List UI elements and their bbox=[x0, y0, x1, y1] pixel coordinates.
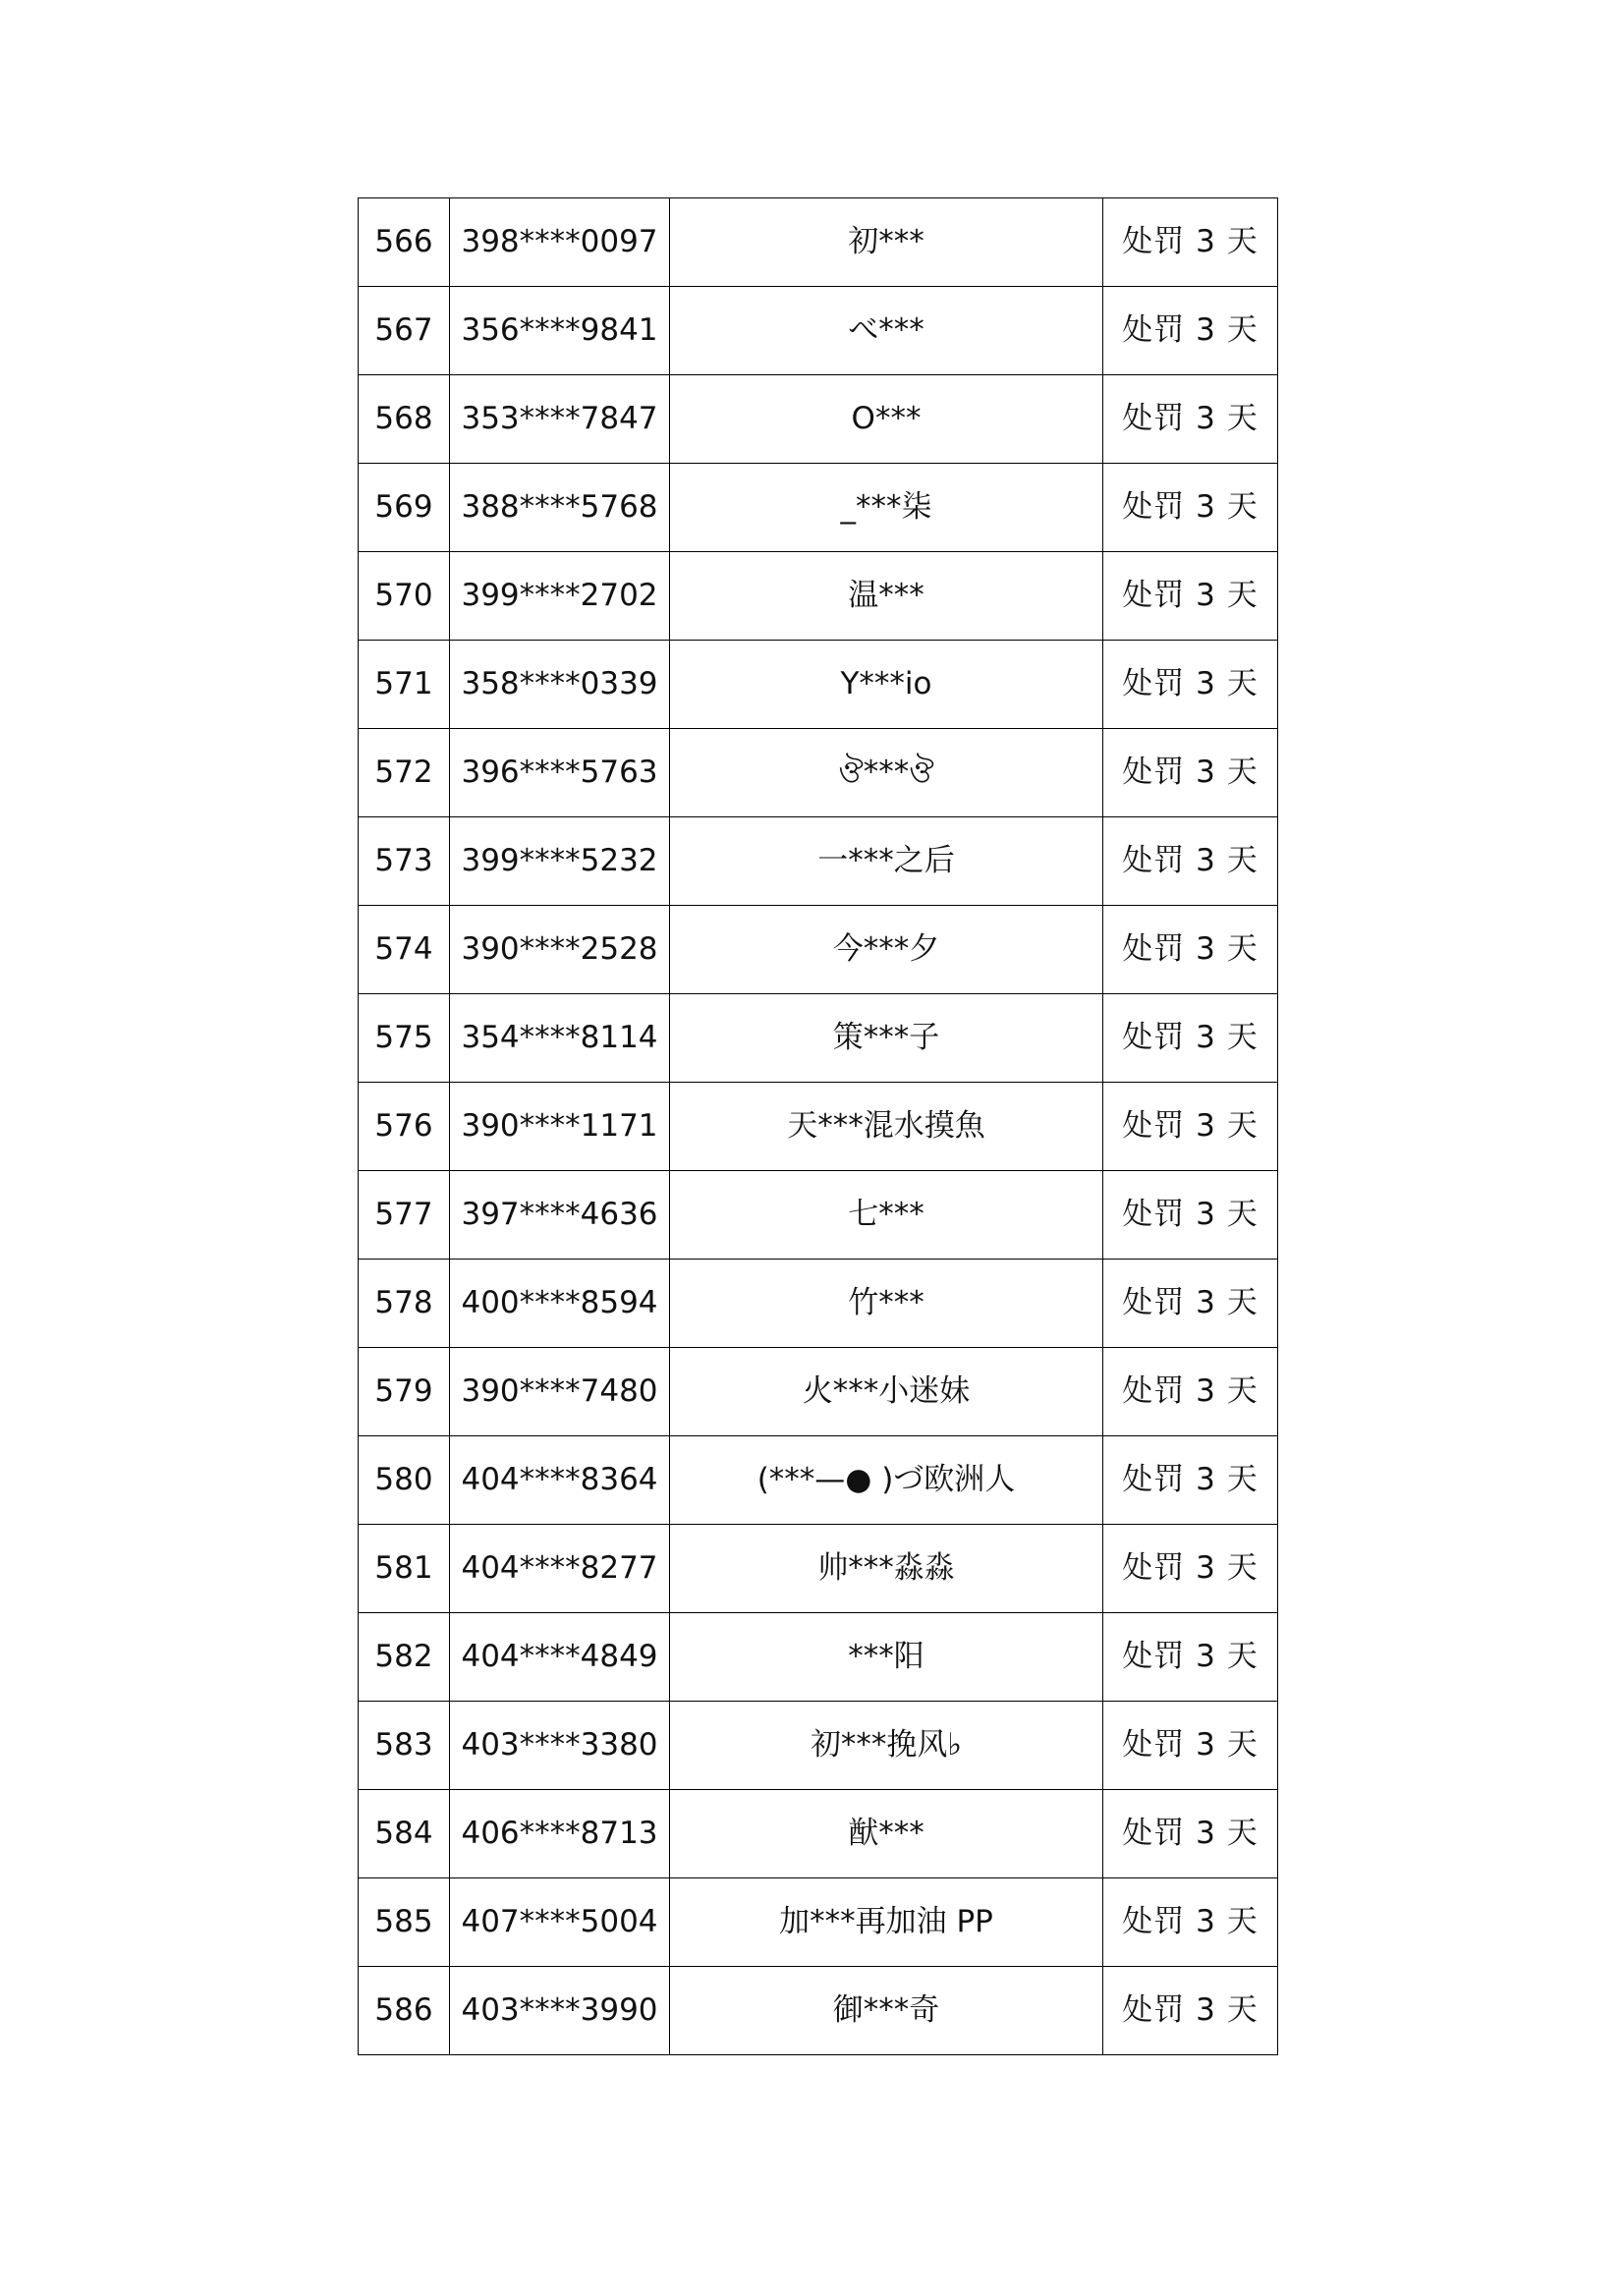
user-name: 竹*** bbox=[670, 1260, 1103, 1348]
user-name: 七*** bbox=[670, 1171, 1103, 1260]
penalty: 处罚 3 天 bbox=[1103, 641, 1278, 729]
user-id: 400****8594 bbox=[450, 1260, 670, 1348]
penalty: 处罚 3 天 bbox=[1103, 464, 1278, 552]
user-name: _***柒 bbox=[670, 464, 1103, 552]
penalty: 处罚 3 天 bbox=[1103, 817, 1278, 906]
table-row bbox=[359, 1790, 1278, 1878]
table-row bbox=[359, 1525, 1278, 1613]
user-name: 御***奇 bbox=[670, 1967, 1103, 2055]
row-number: 567 bbox=[359, 287, 450, 375]
row-number: 584 bbox=[359, 1790, 450, 1878]
row-number: 569 bbox=[359, 464, 450, 552]
table-row bbox=[359, 552, 1278, 641]
penalty: 处罚 3 天 bbox=[1103, 1171, 1278, 1260]
user-name: ঔ***ঔ bbox=[670, 729, 1103, 817]
row-number: 570 bbox=[359, 552, 450, 641]
row-number: 577 bbox=[359, 1171, 450, 1260]
table-row bbox=[359, 994, 1278, 1083]
penalty: 处罚 3 天 bbox=[1103, 552, 1278, 641]
row-number: 579 bbox=[359, 1348, 450, 1436]
user-id: 404****8277 bbox=[450, 1525, 670, 1613]
user-name: 策***子 bbox=[670, 994, 1103, 1083]
user-id: 404****4849 bbox=[450, 1613, 670, 1702]
user-name: 温*** bbox=[670, 552, 1103, 641]
user-id: 403****3990 bbox=[450, 1967, 670, 2055]
table-row bbox=[359, 1260, 1278, 1348]
user-id: 404****8364 bbox=[450, 1436, 670, 1525]
row-number: 580 bbox=[359, 1436, 450, 1525]
penalty: 处罚 3 天 bbox=[1103, 1260, 1278, 1348]
user-name: 今***夕 bbox=[670, 906, 1103, 994]
row-number: 583 bbox=[359, 1702, 450, 1790]
user-name: 一***之后 bbox=[670, 817, 1103, 906]
table-row bbox=[359, 641, 1278, 729]
row-number: 582 bbox=[359, 1613, 450, 1702]
table-row bbox=[359, 1171, 1278, 1260]
penalty: 处罚 3 天 bbox=[1103, 1525, 1278, 1613]
penalty: 处罚 3 天 bbox=[1103, 729, 1278, 817]
user-id: 358****0339 bbox=[450, 641, 670, 729]
user-id: 399****2702 bbox=[450, 552, 670, 641]
user-id: 396****5763 bbox=[450, 729, 670, 817]
penalty: 处罚 3 天 bbox=[1103, 994, 1278, 1083]
user-id: 398****0097 bbox=[450, 198, 670, 287]
table-row bbox=[359, 906, 1278, 994]
penalty: 处罚 3 天 bbox=[1103, 1878, 1278, 1967]
row-number: 571 bbox=[359, 641, 450, 729]
user-name: 初*** bbox=[670, 198, 1103, 287]
table-row bbox=[359, 198, 1278, 287]
row-number: 576 bbox=[359, 1083, 450, 1171]
penalty: 处罚 3 天 bbox=[1103, 1790, 1278, 1878]
table-row bbox=[359, 1348, 1278, 1436]
table-row bbox=[359, 1702, 1278, 1790]
row-number: 573 bbox=[359, 817, 450, 906]
row-number: 575 bbox=[359, 994, 450, 1083]
user-id: 353****7847 bbox=[450, 375, 670, 464]
penalty: 处罚 3 天 bbox=[1103, 1436, 1278, 1525]
user-id: 354****8114 bbox=[450, 994, 670, 1083]
user-name: ***阳 bbox=[670, 1613, 1103, 1702]
penalty: 处罚 3 天 bbox=[1103, 287, 1278, 375]
user-id: 403****3380 bbox=[450, 1702, 670, 1790]
table-row bbox=[359, 1613, 1278, 1702]
row-number: 566 bbox=[359, 198, 450, 287]
table-row bbox=[359, 817, 1278, 906]
row-number: 578 bbox=[359, 1260, 450, 1348]
user-id: 390****7480 bbox=[450, 1348, 670, 1436]
user-name: (***—● )づ欧洲人 bbox=[670, 1436, 1103, 1525]
table-row bbox=[359, 1083, 1278, 1171]
row-number: 581 bbox=[359, 1525, 450, 1613]
penalty-table bbox=[358, 197, 1278, 2055]
penalty: 处罚 3 天 bbox=[1103, 906, 1278, 994]
user-name: Y***io bbox=[670, 641, 1103, 729]
user-name: 初***挽风♭ bbox=[670, 1702, 1103, 1790]
penalty: 处罚 3 天 bbox=[1103, 1702, 1278, 1790]
row-number: 572 bbox=[359, 729, 450, 817]
user-name: O*** bbox=[670, 375, 1103, 464]
row-number: 574 bbox=[359, 906, 450, 994]
user-id: 388****5768 bbox=[450, 464, 670, 552]
penalty: 处罚 3 天 bbox=[1103, 1967, 1278, 2055]
user-name: 火***小迷妹 bbox=[670, 1348, 1103, 1436]
user-name: 帅***淼淼 bbox=[670, 1525, 1103, 1613]
user-name: べ*** bbox=[670, 287, 1103, 375]
table-row bbox=[359, 1878, 1278, 1967]
penalty: 处罚 3 天 bbox=[1103, 375, 1278, 464]
penalty: 处罚 3 天 bbox=[1103, 1083, 1278, 1171]
user-name: 加***再加油 PP bbox=[670, 1878, 1103, 1967]
table-row bbox=[359, 1436, 1278, 1525]
table-row bbox=[359, 464, 1278, 552]
table-row bbox=[359, 729, 1278, 817]
penalty: 处罚 3 天 bbox=[1103, 1348, 1278, 1436]
table-row bbox=[359, 287, 1278, 375]
table-row bbox=[359, 1967, 1278, 2055]
row-number: 586 bbox=[359, 1967, 450, 2055]
table-row bbox=[359, 375, 1278, 464]
user-id: 390****1171 bbox=[450, 1083, 670, 1171]
user-id: 397****4636 bbox=[450, 1171, 670, 1260]
penalty: 处罚 3 天 bbox=[1103, 1613, 1278, 1702]
row-number: 585 bbox=[359, 1878, 450, 1967]
user-id: 399****5232 bbox=[450, 817, 670, 906]
user-id: 390****2528 bbox=[450, 906, 670, 994]
user-name: 猷*** bbox=[670, 1790, 1103, 1878]
user-id: 406****8713 bbox=[450, 1790, 670, 1878]
user-id: 407****5004 bbox=[450, 1878, 670, 1967]
row-number: 568 bbox=[359, 375, 450, 464]
user-id: 356****9841 bbox=[450, 287, 670, 375]
penalty: 处罚 3 天 bbox=[1103, 198, 1278, 287]
user-name: 天***混水摸魚 bbox=[670, 1083, 1103, 1171]
